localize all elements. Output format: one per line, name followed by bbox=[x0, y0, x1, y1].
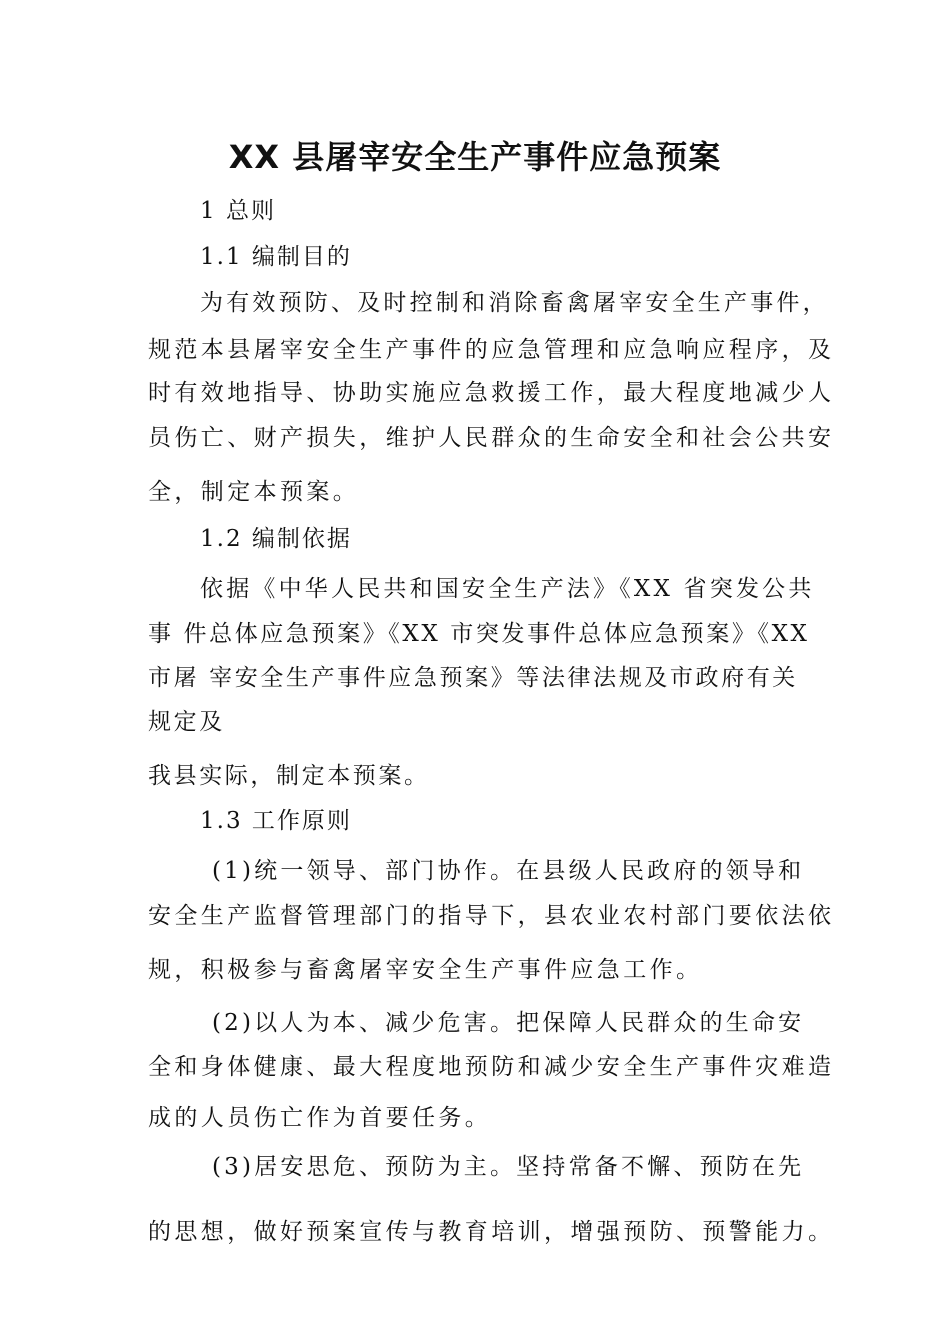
paragraph-line: 时有效地指导、协助实施应急救援工作，最大程度地减少人 bbox=[148, 380, 835, 406]
paragraph-line: 规，积极参与畜禽屠宰安全生产事件应急工作。 bbox=[148, 957, 703, 983]
paragraph-line: 规定及 bbox=[148, 709, 225, 735]
paragraph-line: 全，制定本预案。 bbox=[148, 479, 360, 505]
heading-1-3: 1.3 工作原则 bbox=[200, 808, 352, 834]
heading-1-2: 1.2 编制依据 bbox=[200, 526, 352, 552]
paragraph-line: 市屠 宰安全生产事件应急预案》等法律法规及市政府有关 bbox=[148, 665, 798, 691]
paragraph-line: (2)以人为本、减少危害。把保障人民群众的生命安 bbox=[212, 1010, 805, 1036]
paragraph-line: 的思想，做好预案宣传与教育培训，增强预防、预警能力。 bbox=[148, 1219, 835, 1245]
paragraph-line: 员伤亡、财产损失，维护人民群众的生命安全和社会公共安 bbox=[148, 425, 835, 451]
paragraph-line: 依据《中华人民共和国安全生产法》《XX 省突发公共 bbox=[200, 576, 815, 602]
heading-general: 1 总则 bbox=[200, 198, 276, 224]
heading-1-1: 1.1 编制目的 bbox=[200, 244, 352, 270]
document-title: XX 县屠宰安全生产事件应急预案 bbox=[228, 138, 722, 176]
paragraph-line: (1)统一领导、部门协作。在县级人民政府的领导和 bbox=[212, 858, 805, 884]
paragraph-line: 规范本县屠宰安全生产事件的应急管理和应急响应程序，及 bbox=[148, 337, 835, 363]
paragraph-line: 成的人员伤亡作为首要任务。 bbox=[148, 1105, 492, 1131]
paragraph-line: 全和身体健康、最大程度地预防和减少安全生产事件灾难造 bbox=[148, 1054, 835, 1080]
paragraph-line: (3)居安思危、预防为主。坚持常备不懈、预防在先 bbox=[212, 1154, 805, 1180]
paragraph-line: 安全生产监督管理部门的指导下，县农业农村部门要依法依 bbox=[148, 903, 835, 929]
paragraph-line: 我县实际，制定本预案。 bbox=[148, 763, 430, 789]
paragraph-line: 为有效预防、及时控制和消除畜禽屠宰安全生产事件， bbox=[200, 290, 829, 316]
paragraph-line: 事 件总体应急预案》《XX 市突发事件总体应急预案》《XX bbox=[148, 621, 810, 647]
